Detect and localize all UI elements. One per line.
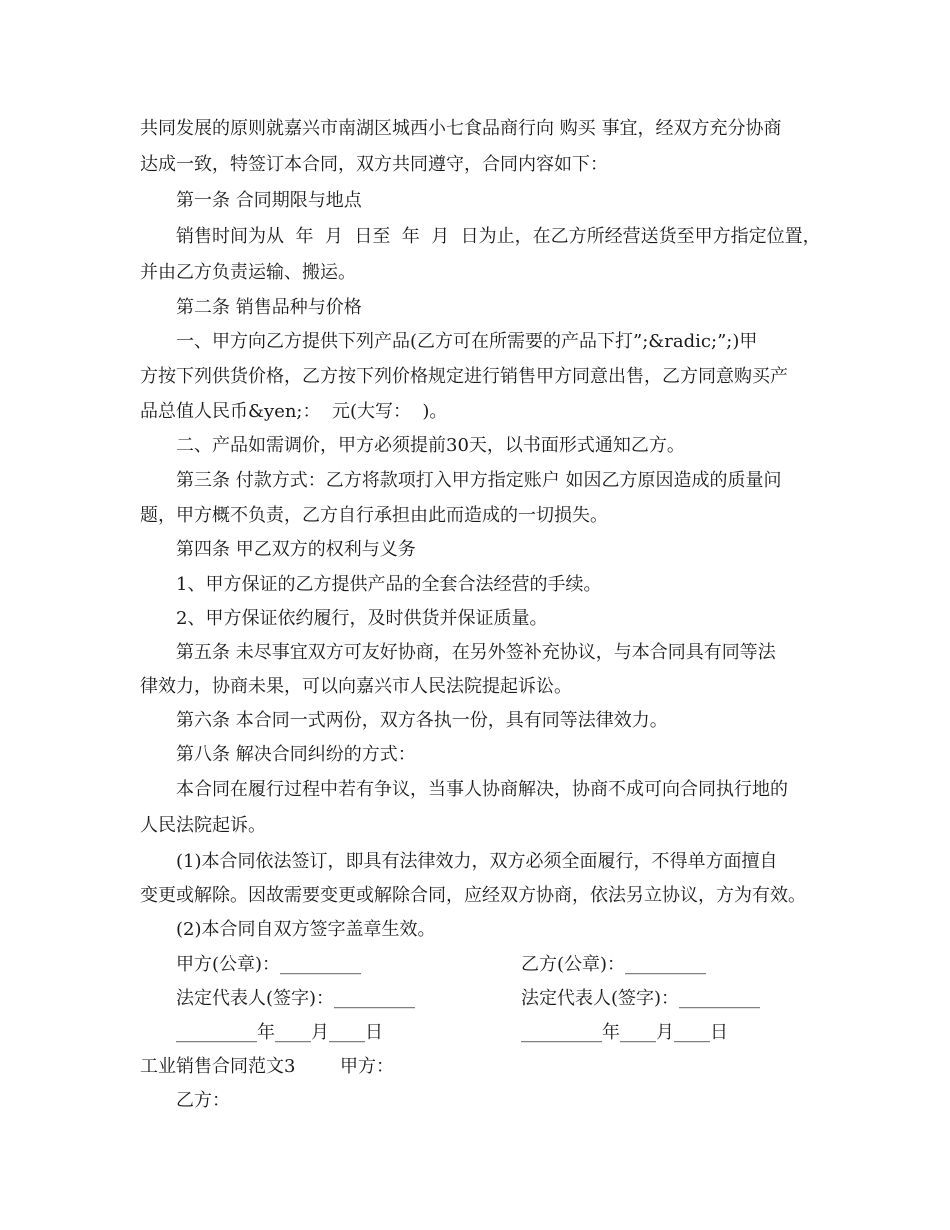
paragraph-line: 品总值人民币&yen;： 元(大写： )。 [140,401,448,422]
paragraph-line: 并由乙方负责运输、搬运。 [140,262,356,283]
party-a-representative: 法定代表人(签字)：_________ [176,988,416,1009]
article-heading: 第四条 甲乙双方的权利与义务 [176,539,416,560]
paragraph-line: 方按下列供货价格，乙方按下列价格规定进行销售甲方同意出售，乙方同意购买产 [140,366,788,387]
paragraph-line: (1)本合同依法签订，即具有法律效力，双方必须全面履行，不得单方面擅自 [176,851,778,872]
paragraph-line: 共同发展的原则就嘉兴市南湖区城西小七食品商行向 购买 事宜，经双方充分协商 [140,118,782,139]
article-heading: 第八条 解决合同纠纷的方式： [176,744,416,765]
paragraph-line: 本合同在履行过程中若有争议，当事人协商解决，协商不成可向合同执行地的 [176,779,788,800]
paragraph-line: 题，甲方概不负责，乙方自行承担由此而造成的一切损失。 [140,505,608,526]
next-party-b: 乙方： [176,1090,230,1111]
party-b-date: _________年____月____日 [521,1022,728,1043]
article-heading: 第一条 合同期限与地点 [176,190,362,211]
article-heading: 第二条 销售品种与价格 [176,297,362,318]
paragraph-line: 销售时间为从 年 月 日至 年 月 日为止，在乙方所经营送货至甲方指定位置， [176,226,821,247]
paragraph-line: 第六条 本合同一式两份，双方各执一份，具有同等法律效力。 [176,710,668,731]
paragraph-line: 2、甲方保证依约履行，及时供货并保证质量。 [176,608,548,629]
paragraph-line: 人民法院起诉。 [140,815,266,836]
paragraph-line: 律效力，协商未果，可以向嘉兴市人民法院提起诉讼。 [140,676,572,697]
party-b-representative: 法定代表人(签字)：_________ [521,988,761,1009]
party-a-date: _________年____月____日 [176,1022,383,1043]
paragraph-line: 二、产品如需调价，甲方必须提前30天，以书面形式通知乙方。 [176,435,685,456]
party-b-seal: 乙方(公章)：_________ [521,954,707,975]
paragraph-line: 一、甲方向乙方提供下列产品(乙方可在所需要的产品下打”;&radic;”;)甲 [176,331,758,352]
paragraph-line: 1、甲方保证的乙方提供产品的全套合法经营的手续。 [176,574,602,595]
party-a-seal: 甲方(公章)：_________ [176,954,362,975]
paragraph-line: 第三条 付款方式：乙方将款项打入甲方指定账户 如因乙方原因造成的质量问 [176,470,782,491]
paragraph-line: 第五条 未尽事宜双方可友好协商，在另外签补充协议，与本合同具有同等法 [176,642,776,663]
next-contract-title: 工业销售合同范文3 [140,1056,296,1077]
paragraph-line: 达成一致，特签订本合同，双方共同遵守，合同内容如下： [140,154,608,175]
paragraph-line: (2)本合同自双方签字盖章生效。 [176,919,436,940]
paragraph-line: 变更或解除。因故需要变更或解除合同，应经双方协商，依法另立协议，方为有效。 [140,885,806,906]
next-party-a: 甲方： [340,1056,394,1077]
